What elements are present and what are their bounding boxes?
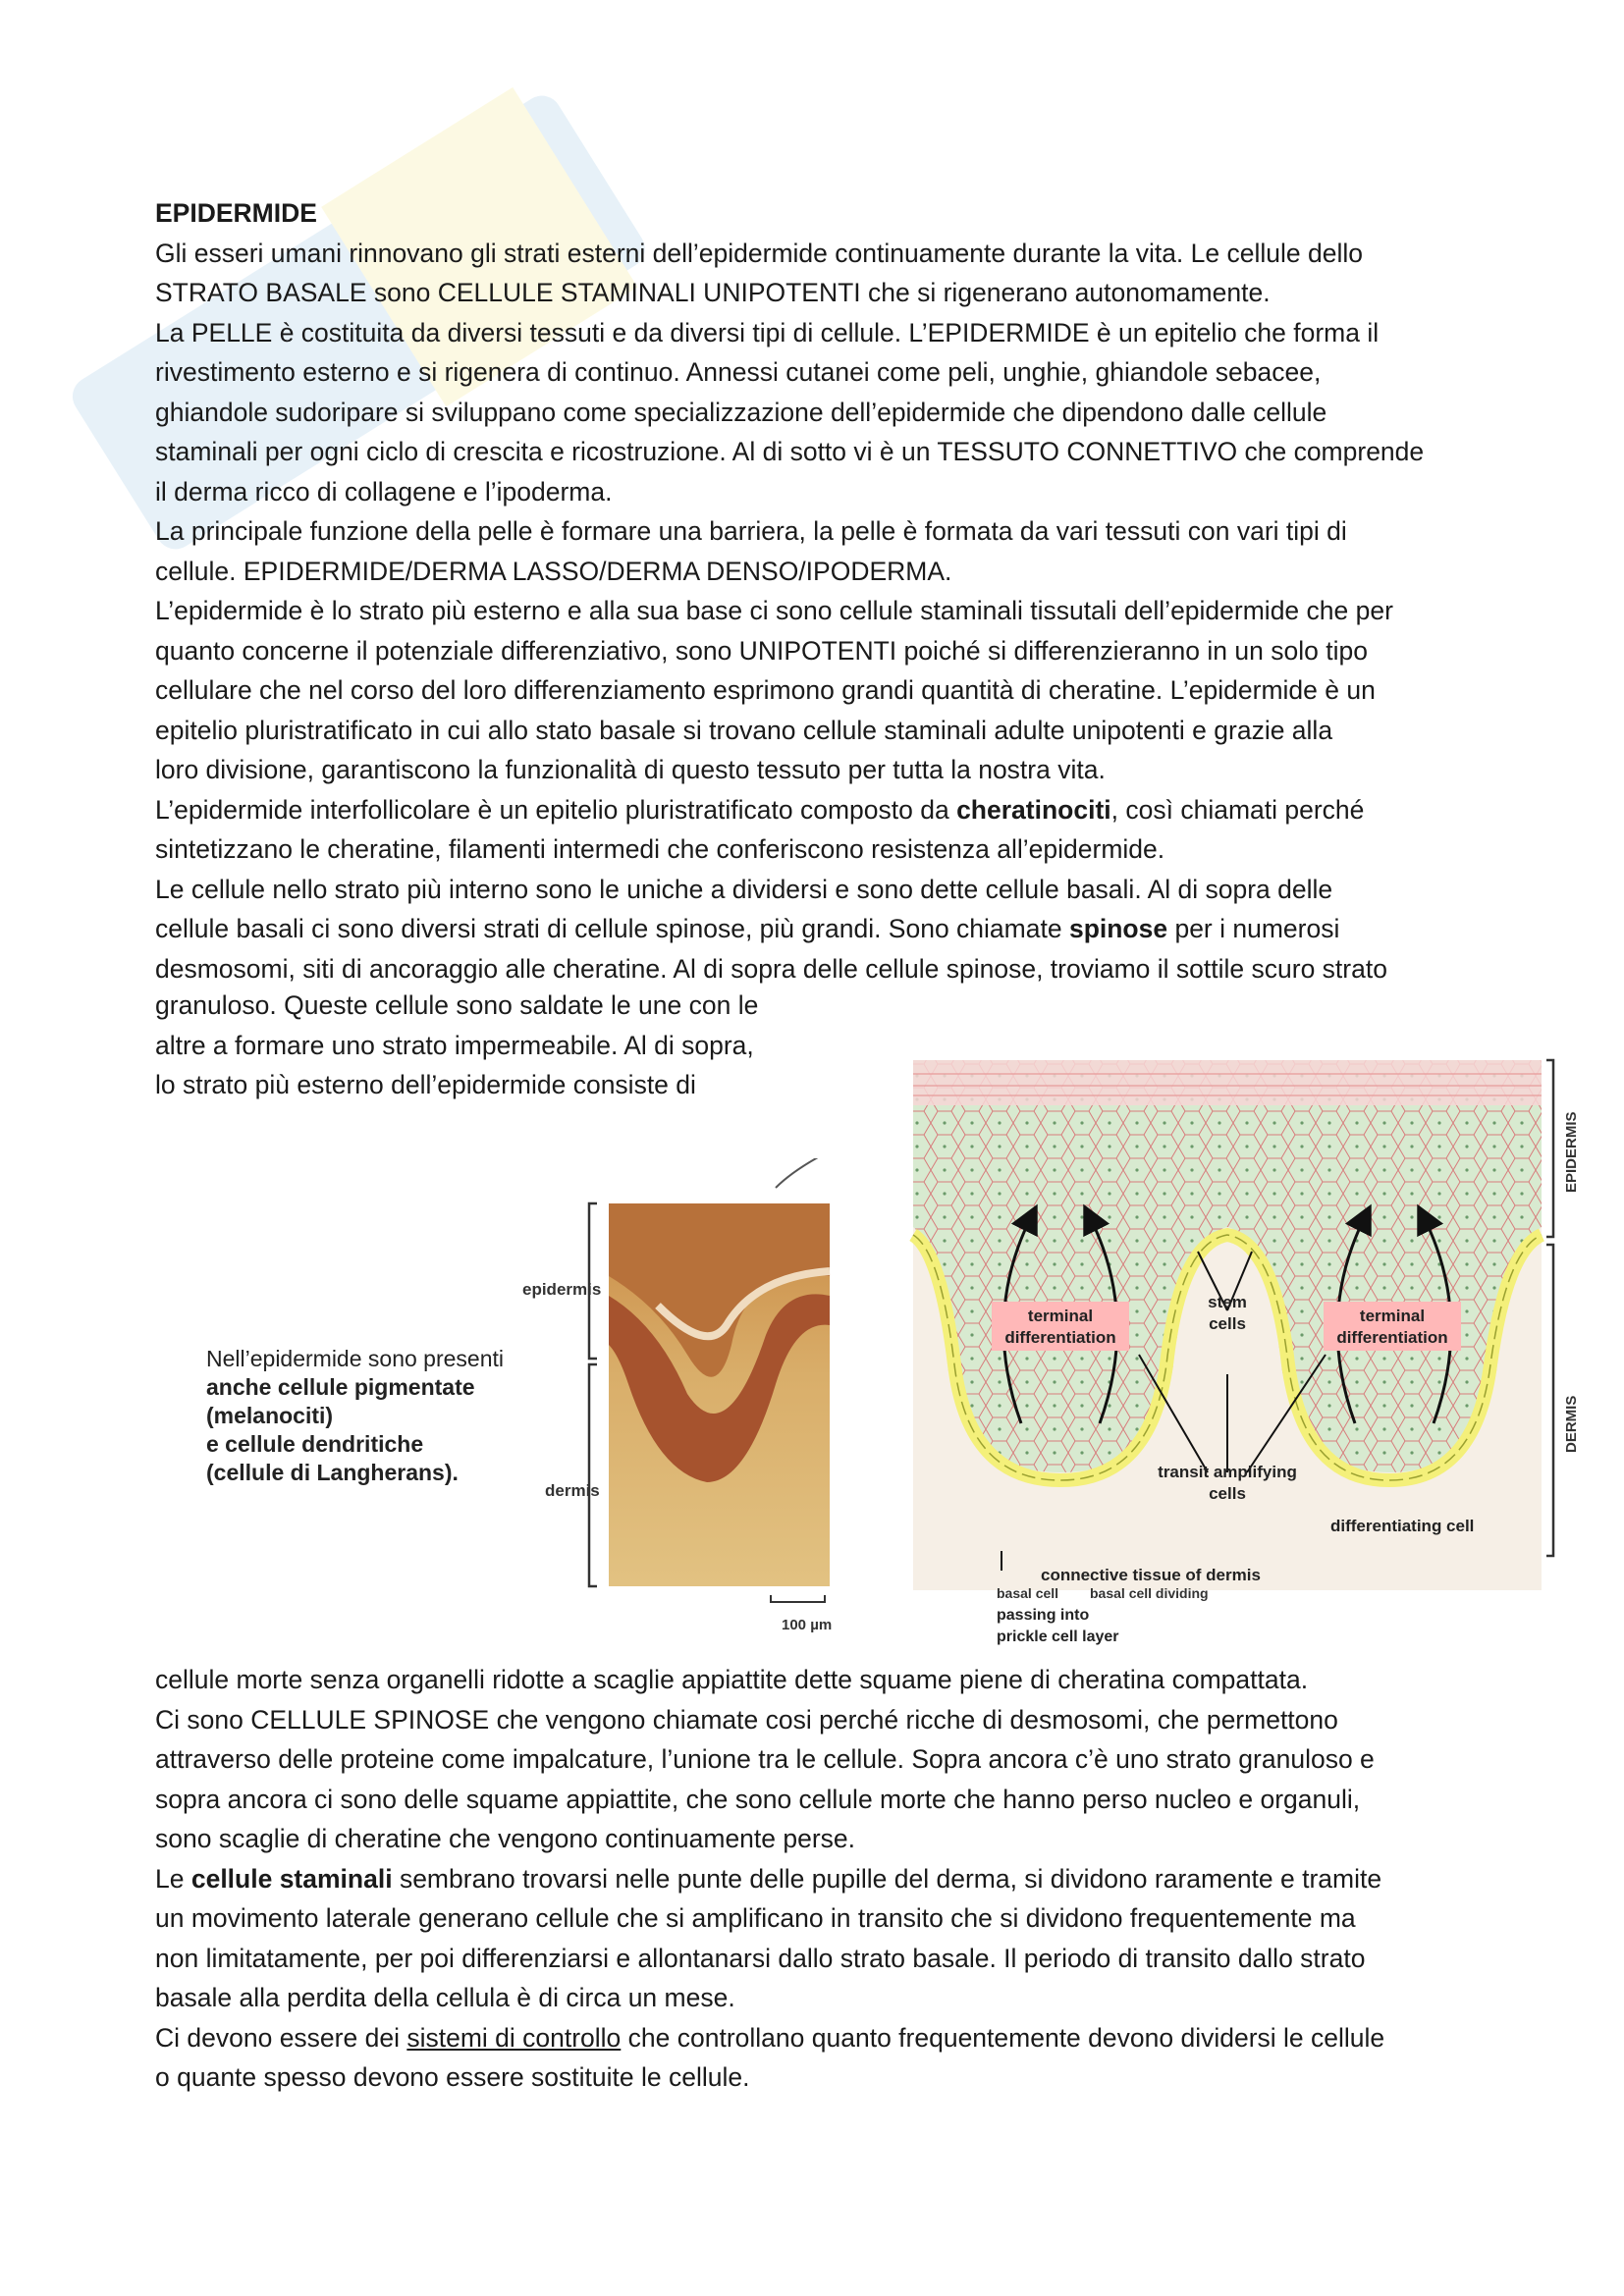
caption-line: (cellule di Langherans). bbox=[206, 1460, 459, 1485]
text-line: il derma ricco di collagene e l’ipoderma. bbox=[155, 476, 613, 507]
scale-label: 100 µm bbox=[782, 1617, 833, 1633]
paragraph-2 bbox=[155, 313, 1490, 512]
text-line: La PELLE è costituita da diversi tessuti e da diversi tipi di cellule. L’EPIDERMIDE è un epitelio che forma il bbox=[155, 317, 1380, 347]
transit-cells-text: cells bbox=[1209, 1484, 1246, 1503]
paragraph-cellule-spinose bbox=[155, 1700, 1490, 1859]
text-line: ghiandole sudoripare si sviluppano come specializzazione dell’epidermide che dipendono dalle cellule bbox=[155, 397, 1327, 427]
underlined-term: sistemi di controllo bbox=[406, 2022, 622, 2053]
stem-cells-text: cells bbox=[1209, 1314, 1246, 1333]
stem-text: stem bbox=[1208, 1293, 1247, 1311]
wrap-text-block bbox=[155, 986, 823, 1105]
dermis-side-label: DERMIS bbox=[1563, 1395, 1580, 1453]
terminal-text: terminal bbox=[1027, 1307, 1094, 1325]
paragraph-3 bbox=[155, 511, 1490, 591]
epidermis-diagram bbox=[903, 1041, 1591, 1659]
dermis-label: dermis bbox=[545, 1481, 600, 1500]
paragraph-4 bbox=[155, 591, 1490, 790]
text-line: Ci sono CELLULE SPINOSE che vengono chiamate cosi perché ricche di desmosomi, che permettono bbox=[155, 1704, 1338, 1735]
text-fragment: per i numerosi bbox=[1167, 914, 1340, 943]
caption-line: Nell’epidermide sono presenti bbox=[206, 1346, 504, 1371]
text-line: basale alla perdita della cellula è di circa un mese. bbox=[155, 1983, 735, 2012]
differentiation-text: differentiation bbox=[1004, 1328, 1116, 1347]
text-line: La principale funzione della pelle è formare una barriera, la pelle è formata da vari tessuti con vari tipi di bbox=[155, 516, 1347, 546]
text-fragment: che controllano quanto frequentemente devono dividersi le cellule bbox=[621, 2022, 1385, 2053]
prickle-layer-text: prickle cell layer bbox=[997, 1629, 1119, 1645]
text-fragment: L’epidermide interfollicolare è un epitelio pluristratificato composto da bbox=[155, 794, 957, 825]
text-line: cellulare che nel corso del loro differenziamento esprimono grandi quantità di cheratine. L’epidermide è un bbox=[155, 675, 1376, 705]
basal-cell-text: basal cell bbox=[997, 1585, 1059, 1601]
basal-dividing-text: basal cell dividing bbox=[1090, 1585, 1209, 1601]
text-line: rivestimento esterno e si rigenera di continuo. Annessi cutanei come peli, unghie, ghiandole sebacee, bbox=[155, 357, 1322, 387]
bold-term-spinose: spinose bbox=[1068, 914, 1168, 943]
text-line: L’epidermide è lo strato più esterno e alla sua base ci sono cellule staminali tissutali dell’epidermide che per bbox=[155, 596, 1393, 625]
caption-line: anche cellule pigmentate bbox=[206, 1374, 475, 1400]
epidermis-side-bracket bbox=[1546, 1060, 1553, 1237]
paragraph-spinose bbox=[155, 870, 1490, 989]
text-line: cellule morte senza organelli ridotte a scaglie appiattite dette squame piene di cheratina compattata. bbox=[155, 1665, 1309, 1694]
terminal-text: terminal bbox=[1359, 1307, 1426, 1325]
text-fragment: Le bbox=[155, 1863, 191, 1894]
text-line: STRATO BASALE sono CELLULE STAMINALI UNIPOTENTI che si rigenerano autonomamente. bbox=[155, 278, 1271, 307]
differentiation-text: differentiation bbox=[1336, 1328, 1448, 1347]
text-line: staminali per ogni ciclo di crescita e ricostruzione. Al di sotto vi è un TESSUTO CONNETTIVO che comprende bbox=[155, 437, 1425, 466]
section-title: EPIDERMIDE bbox=[155, 198, 317, 228]
text-line: lo strato più esterno dell’epidermide consiste di bbox=[155, 1070, 696, 1099]
skin-micrograph bbox=[196, 1158, 864, 1649]
caption-line: (melanociti) bbox=[206, 1403, 334, 1428]
paragraph-controllo bbox=[155, 2018, 1490, 2098]
paragraph-staminali bbox=[155, 1859, 1490, 2018]
text-fragment: Ci devono essere dei bbox=[155, 2022, 407, 2053]
bold-term-cheratinociti: cheratinociti bbox=[956, 794, 1111, 825]
text-line: attraverso delle proteine come impalcature, l’unione tra le cellule. Sopra ancora c’è uno strato granuloso e bbox=[155, 1744, 1375, 1774]
text-line: loro divisione, garantiscono la funzionalità di questo tessuto per tutta la nostra vita. bbox=[155, 755, 1106, 784]
text-line: sopra ancora ci sono delle squame appiattite, che sono cellule morte che hanno perso nucleo e organuli, bbox=[155, 1784, 1361, 1814]
text-line: o quante spesso devono essere sostituite le cellule. bbox=[155, 2062, 750, 2092]
text-line: epitelio pluristratificato in cui allo stato basale si trovano cellule staminali adulte unipotenti e grazie alla bbox=[155, 715, 1333, 745]
stratum-corneum-layer bbox=[913, 1060, 1542, 1105]
text-line: sintetizzano le cheratine, filamenti intermedi che conferiscono resistenza all’epidermide. bbox=[155, 834, 1165, 864]
text-line: desmosomi, siti di ancoraggio alle cheratine. Al di sopra delle cellule spinose, troviamo il sottile scuro strato bbox=[155, 953, 1387, 984]
text-line: sono scaglie di cheratine che vengono continuamente perse. bbox=[155, 1824, 856, 1853]
caption-line: e cellule dendritiche bbox=[206, 1431, 424, 1457]
epidermis-side-label: EPIDERMIS bbox=[1563, 1111, 1580, 1193]
text-line: Gli esseri umani rinnovano gli strati esterni dell’epidermide continuamente durante la vita. Le cellule dello bbox=[155, 238, 1363, 268]
text-line: granuloso. Queste cellule sono saldate le une con le bbox=[155, 990, 759, 1020]
paragraph-squame bbox=[155, 1660, 1490, 1700]
dermis-side-bracket bbox=[1546, 1245, 1553, 1556]
paragraph-cheratinociti bbox=[155, 790, 1490, 870]
dermis-bracket bbox=[589, 1364, 597, 1586]
connective-tissue-text: connective tissue of dermis bbox=[1041, 1566, 1261, 1584]
text-fragment: cellule basali ci sono diversi strati di cellule spinose, più grandi. Sono chiamate bbox=[155, 914, 1069, 943]
text-fragment: sembrano trovarsi nelle punte delle pupille del derma, si dividono raramente e tramite bbox=[392, 1863, 1382, 1894]
transit-text: transit amplifying bbox=[1158, 1463, 1297, 1481]
text-line: altre a formare uno strato impermeabile. Al di sopra, bbox=[155, 1030, 754, 1060]
text-line: cellule. EPIDERMIDE/DERMA LASSO/DERMA DENSO/IPODERMA. bbox=[155, 556, 952, 586]
scale-bar bbox=[771, 1595, 825, 1602]
bold-term-cellule-staminali: cellule staminali bbox=[190, 1863, 393, 1894]
text-line: Le cellule nello strato più interno sono le uniche a dividersi e sono dette cellule basali. Al di sopra delle bbox=[155, 874, 1333, 904]
text-line: quanto concerne il potenziale differenziativo, sono UNIPOTENTI poiché si differenzieranno in un solo tipo bbox=[155, 635, 1368, 666]
text-line: non limitatamente, per poi differenziarsi e allontanarsi dallo strato basale. Il periodo di transito dallo strato bbox=[155, 1943, 1366, 1973]
text-line: un movimento laterale generano cellule che si amplificano in transito che si dividono frequentemente ma bbox=[155, 1903, 1356, 1933]
leader-line bbox=[776, 1158, 835, 1188]
bottom-text-block bbox=[155, 1660, 1490, 2098]
text-fragment: , così chiamati perché bbox=[1110, 794, 1365, 825]
epidermis-label: epidermis bbox=[522, 1280, 602, 1299]
top-text-block bbox=[155, 193, 1490, 988]
differentiating-cell-text: differentiating cell bbox=[1330, 1517, 1475, 1535]
passing-into-text: passing into bbox=[997, 1607, 1090, 1624]
paragraph-1 bbox=[155, 234, 1490, 313]
